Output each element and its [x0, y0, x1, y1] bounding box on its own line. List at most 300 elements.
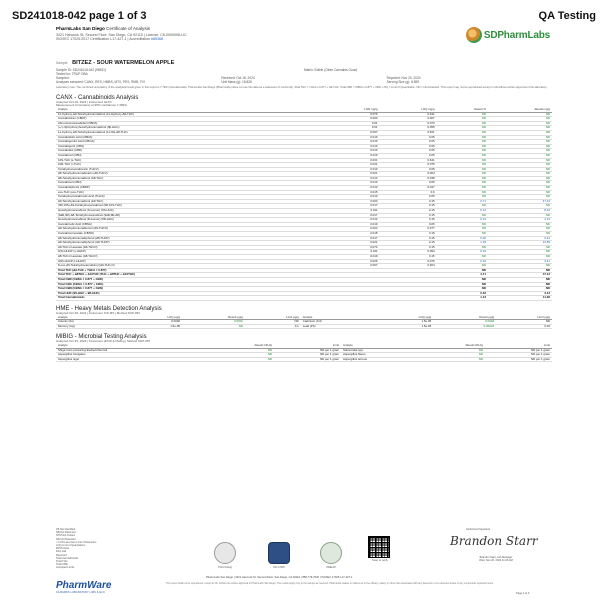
cell-value: 0.05 — [379, 167, 436, 172]
cell-value: 0.015 — [323, 190, 380, 195]
column-header: LOQ mg/g — [379, 108, 436, 112]
total-row — [56, 296, 552, 301]
analyte-name: Δ8-THC-O-acetate (Δ8-THCO) — [56, 254, 323, 259]
cell-value: ND — [437, 204, 488, 209]
signer-date: Wed, Nov 20, 2024 11:26 AM — [479, 559, 513, 563]
total-label: Total HHC (9S-HHC + 9R-HHC) — [56, 291, 323, 296]
cell-value: ND — [437, 245, 488, 250]
total-value — [323, 296, 380, 301]
cell-value: ND — [488, 153, 552, 158]
analyte-name: Aspergillus niger — [56, 357, 212, 362]
cell-value: ND — [488, 126, 552, 131]
cell-value: 0.15 — [379, 232, 436, 237]
cell-value: ND — [488, 167, 552, 172]
cell-value: 0.003 — [323, 117, 380, 122]
cell-value: 0.12 — [437, 209, 488, 214]
cell-value: 3.41 — [488, 259, 552, 264]
cell-value: ND — [437, 254, 488, 259]
cell-value: ND — [437, 264, 488, 269]
cell-value: 1.39 — [437, 241, 488, 246]
cell-value: ND — [437, 126, 488, 131]
cell-value: ND — [488, 190, 552, 195]
accreditation-link[interactable]: #85368 — [151, 37, 164, 42]
pharmware-logo — [56, 580, 116, 598]
total-value: ND — [488, 268, 552, 273]
cell-value: 0.02 — [496, 324, 552, 329]
total-value: 47.13 — [488, 273, 552, 278]
analyte-name: Δ8-Tetrahydrocannabinol (Δ8-THC) — [56, 176, 323, 181]
serving-size: Serving Size (g): 8.895 — [386, 80, 420, 85]
lab-note: Laboratory note: The combined uncertainty of the analytical result given in this report is 7.79% (Cannabinoids). PharmLabs San Diego (PharmLabs) does not use this data as a statement of conformity. Total THC = THCA x 0.877 + Δ9-THC. Total CBD = CBDA x 0.877 + CBD. LOQ = Limit of Quantitation. ND = Not Detected. This report may not be reproduced except in full without written approval of the laboratory. — [56, 86, 548, 90]
column-header: Limit µg/g — [496, 316, 552, 320]
microbial-table — [56, 344, 552, 362]
cell-value: 0.15 — [379, 209, 436, 214]
cell-value: 0.024 — [323, 227, 380, 232]
canx-method: Measurement Uncertainty at 95% confidence 7.369% — [56, 103, 127, 108]
cell-value: ND — [488, 250, 552, 255]
cell-value: 0.05 — [379, 153, 436, 158]
cell-value: 0.15 — [379, 213, 436, 218]
cell-value: ND — [488, 213, 552, 218]
analyte-name: Aspergillus flavus — [341, 353, 423, 358]
analyte-name: Δ9-Tetrahydrocannabiorcol (Δ9-THCO) — [56, 227, 323, 232]
cell-value: 0.21 — [437, 218, 488, 223]
analyte-name: Cannabinol (CBN) — [56, 181, 323, 186]
cell-value: ND — [212, 357, 274, 362]
cell-value: 0.00022 — [433, 324, 496, 329]
analyte-name: Cannabicitran (CBDT) — [56, 117, 323, 122]
cell-value: 0.05 — [379, 222, 436, 227]
cell-value: 0.05 — [379, 144, 436, 149]
top-bar — [12, 8, 596, 24]
cell-value: 0.15 — [379, 218, 436, 223]
mibig-title: MIBIG - Microbial Testing Analysis — [56, 334, 147, 341]
cell-value: 0.05 — [379, 195, 436, 200]
cell-value: ND — [437, 176, 488, 181]
cell-value: 0.012 — [323, 218, 380, 223]
analyte-name: Δ9-THC-O-acetate (Δ9-THCO) — [56, 245, 323, 250]
cell-value: 0.6 — [379, 190, 436, 195]
cell-value: ND — [488, 195, 552, 200]
cell-value: ND — [423, 357, 485, 362]
legend-item: Reported — [56, 553, 67, 557]
analyte-name: exo-THC (exo-THC) — [56, 190, 323, 195]
cell-value: 0.075 — [323, 112, 380, 117]
cell-value: ND — [488, 163, 552, 168]
column-header: Result CFU/g — [212, 344, 274, 348]
total-value: ND — [437, 282, 488, 287]
cell-value: ND — [488, 112, 552, 117]
cell-value: ND — [488, 227, 552, 232]
legend-item: Total CBD — [56, 563, 68, 567]
cell-value: 0.073 — [379, 121, 436, 126]
cell-value: 0.15 — [379, 204, 436, 209]
column-header: Analyte — [56, 344, 212, 348]
cell-value: 0.064 — [379, 172, 436, 177]
analyte-name: Abnormal-Cannabidiol (CBDA) — [56, 121, 323, 126]
cell-value: 0.010 — [323, 144, 380, 149]
column-header: LOD mg/g — [323, 108, 380, 112]
footer-address: PharmLabs San Diego | 3421 Hancock St, Second Floor, San Diego, CA 92110 | 858-779-7020 | ISO/IEC 17025 L17-427-1 — [206, 576, 353, 579]
pharmware-tagline: CANNABIS LABORATORY LIMS & ELN — [56, 591, 105, 594]
total-label: Total Cannabinoids — [56, 296, 323, 301]
column-header: Analyte — [56, 108, 323, 112]
analyte-name: 9(R)-HHCP (r-HHCP) — [56, 259, 323, 264]
column-header: LOQ µg/g — [377, 316, 433, 320]
cell-value: ND — [488, 204, 552, 209]
canx-analyzed: Analyzed Oct 29, 2024 | Instrument HLPC — [56, 99, 112, 104]
cell-value: ND — [488, 176, 552, 181]
cell-value: ND per 1 gram — [485, 348, 552, 353]
legend-item: Total THC — [56, 560, 68, 564]
total-value: 0.33 — [437, 291, 488, 296]
cell-value: 0.05 — [379, 181, 436, 186]
total-label: Total THC (Δ9-THC + THCA × 0.877) — [56, 268, 323, 273]
analyte-name: Cannabigerolic Acid (CBGA) — [56, 140, 323, 145]
cell-value: 0.067 — [323, 264, 380, 269]
column-header: Analyte — [56, 316, 126, 320]
pjla-seal-icon — [214, 542, 236, 564]
cell-value: 0.010 — [323, 222, 380, 227]
column-header: Result µg/g — [433, 316, 496, 320]
globe-icon — [466, 27, 482, 43]
analyte-name: Δ8-Tetrahydrocannabivarin (Δ8-THCV) — [56, 172, 323, 177]
total-label: Total CBD (CBDA × 0.877 + CBD) — [56, 277, 323, 282]
cell-value: 0.015 — [323, 232, 380, 237]
cell-value: ND — [437, 158, 488, 163]
cell-value: ND — [437, 121, 488, 126]
canx-title: CANX - Cannabinoids Analysis — [56, 94, 139, 101]
cell-value: 0.05 — [379, 149, 436, 154]
sample-title — [56, 60, 552, 66]
column-header: Analyte — [341, 344, 423, 348]
cell-value: 0.094 — [379, 250, 436, 255]
cell-value: ND per 1 gram — [274, 348, 341, 353]
page-number: Page 1 of 3 — [516, 592, 530, 595]
iso-seal-icon — [268, 542, 290, 564]
legend-item: Total Cannabinoids — [56, 556, 79, 560]
total-value: ND — [437, 287, 488, 292]
cannabinoid-table — [56, 108, 552, 301]
cell-value: 0.011 — [323, 209, 380, 214]
cert-caption-iso: ISO 17025 — [273, 566, 285, 569]
analyte-name: Cannabidiol (CBD) — [56, 149, 323, 154]
analyte-name: Mercury (Hg) — [56, 324, 126, 329]
cell-value: ND — [488, 144, 552, 149]
analyte-name: Cannabigerol (CBG) — [56, 144, 323, 149]
cell-value: ND — [437, 149, 488, 154]
column-header: Limit — [485, 344, 552, 348]
lab-address-line: 3421 Hancock St, Second Floor, San Diego, CA 92110 | License: C8-0000098-LIC — [56, 33, 187, 37]
analyte-name: (9aR,9R)-Δ8-Tetrahydrocannabinol (9aR,9R-Δ8) — [56, 213, 323, 218]
total-value: 3.13 — [488, 291, 552, 296]
cell-value: ND — [437, 117, 488, 122]
analyte-name: Lead (Pb) — [301, 324, 378, 329]
cell-value: ND — [212, 348, 274, 353]
cell-value: ND — [212, 353, 274, 358]
cell-value: 47.13 — [488, 199, 552, 204]
cell-value: ND — [437, 144, 488, 149]
cell-value: 8.19 — [488, 209, 552, 214]
cell-value: 0.003 — [323, 199, 380, 204]
cell-value: 0.021 — [323, 241, 380, 246]
cell-value: ND — [488, 121, 552, 126]
signer-info — [456, 556, 536, 562]
cell-value: 0.055 — [379, 126, 436, 131]
doc-type: Certificate of Analysis — [106, 26, 150, 31]
column-header: Limit µg/g — [245, 316, 301, 320]
analyses: Analyses executed: CANX, RES, HMBS, MTX, PES, RMB, FVI — [56, 80, 145, 85]
column-header: Result µg/g — [182, 316, 245, 320]
cell-value: 0.010 — [323, 135, 380, 140]
analyte-name: 11-hydroxy-Δ9-Tetrahydrocannabinol (11-Hydroxy-Δ9-THC) — [56, 112, 323, 117]
pharmware-brand: PharmWare — [56, 580, 112, 591]
cell-value: 0.012 — [323, 176, 380, 181]
hme-analyzed: Analyzed Oct 30, 2024 | Instrument ICP-MS | Method SOP-053 — [56, 310, 140, 315]
analyte-name: Cannabinol (CBN) — [56, 153, 323, 158]
table-row — [56, 324, 552, 329]
footer-disclaimer: This report shall not be reproduced, except in full, without the written approval of PharmLabs San Diego. The results apply only to the sample as received. PharmLabs makes no claims as to the efficacy, safety or other risks associated with any detected or non-detected levels of any compounds reported herein. — [166, 582, 494, 585]
cell-value: ND — [488, 186, 552, 191]
qr-caption: Scan to verify — [372, 559, 388, 562]
cell-value: 0.21 — [488, 236, 552, 241]
cell-value: 0.01 — [323, 126, 380, 131]
analyte-name: Tetrahydrocannabinolic Acid (THCA) — [56, 195, 323, 200]
cell-value: ND — [488, 135, 552, 140]
sample-meta — [56, 68, 552, 84]
analyte-name: Cannabidiphorol (CBDP) — [56, 186, 323, 191]
cell-value: 0.011 — [323, 250, 380, 255]
cell-value: 0.013 — [323, 186, 380, 191]
cell-value: 0.15 — [379, 254, 436, 259]
cert-caption-orelap: ORELAP — [326, 566, 336, 569]
cell-value: ND — [437, 163, 488, 168]
cell-value: 2.13 — [488, 218, 552, 223]
legend-item: FAIL Fail — [56, 550, 67, 554]
total-label: Total CBG (CBGA × 0.877 + CBG) — [56, 282, 323, 287]
analyte-name: 8-oxo-Δ9-Tetrahydrocannabinol (Δ9-THC-O) — [56, 264, 323, 269]
cell-value: ND — [245, 320, 301, 325]
heavy-metals-table — [56, 316, 552, 330]
total-value: 1.13 — [437, 296, 488, 301]
analyte-name: Cannabinol acetate (CBNO) — [56, 232, 323, 237]
analyte-name: Hexahydrocannabinol (S-isomer) (9S-HHC) — [56, 209, 323, 214]
analyte-name: Cadmium (Cd) — [301, 320, 378, 325]
total-value — [379, 296, 436, 301]
cell-value: ND per 1 gram — [485, 353, 552, 358]
column-header: LOQ µg/g — [126, 316, 182, 320]
cell-value: ND — [437, 195, 488, 200]
cell-value: ND — [488, 117, 552, 122]
legend-item: LOQ Limit of Quantitation — [56, 544, 86, 548]
cell-value: 0.71 — [437, 199, 488, 204]
cell-value: 0.077 — [379, 227, 436, 232]
cell-value: ND — [488, 158, 552, 163]
analyte-name: Δ8-Tetrahydrocannabiphorol (Δ8-THCP) — [56, 236, 323, 241]
legend-item: Accepted Limits — [56, 566, 75, 570]
coa-sheet — [56, 26, 552, 600]
column-header: Analyte — [301, 316, 378, 320]
analyte-name: 10S-THC (s-THC) — [56, 158, 323, 163]
cell-value: 0.15 — [379, 241, 436, 246]
cell-value: ND — [496, 320, 552, 325]
legend-item: ND Not Detected — [56, 537, 76, 541]
lab-logo — [466, 27, 550, 43]
cell-value: ND — [437, 190, 488, 195]
hme-title: HME - Heavy Metals Detection Analysis — [56, 305, 162, 312]
cell-value: ND — [437, 227, 488, 232]
cell-value: ND — [437, 213, 488, 218]
total-value: ND — [488, 282, 552, 287]
cell-value: ND — [488, 232, 552, 237]
received: Received: Oct 18, 2024 — [221, 76, 255, 81]
analyte-name: Δ9-Tetrahydrocannabinol (Δ9-THC) — [56, 199, 323, 204]
unit-mass: Unit Mass (g): 18.828 — [221, 80, 252, 85]
cell-value: 0.076 — [379, 259, 436, 264]
cell-value: 0.1 — [245, 324, 301, 329]
total-value: ND — [488, 287, 552, 292]
cell-value: ND — [437, 112, 488, 117]
cell-value: ND per 1 gram — [485, 357, 552, 362]
cell-value: ND — [488, 172, 552, 177]
cell-value: ND per 1 gram — [274, 353, 341, 358]
cell-value: 1.5e-05 — [377, 324, 433, 329]
total-value: ND — [437, 277, 488, 282]
analyte-name: Aspergillus fumigatus — [56, 353, 212, 358]
cell-value: 0.021 — [323, 172, 380, 177]
reported: Reported: Nov 20, 2024 — [386, 76, 421, 81]
cell-value: 0.001 — [323, 158, 380, 163]
cell-value: 0.075 — [379, 163, 436, 168]
sample-name: BITZEZ - SOUR WATERMELON APPLE — [72, 60, 175, 66]
tested-for: Tested for: TRUP DBA — [56, 72, 88, 77]
column-header: Result CFU/g — [423, 344, 485, 348]
cell-value: 0.15 — [379, 236, 436, 241]
cell-value: ND — [437, 172, 488, 177]
total-value: 4.71 — [437, 273, 488, 278]
cell-value: ND — [488, 245, 552, 250]
cell-value: 0.010 — [323, 195, 380, 200]
cell-value: 0.038 — [379, 176, 436, 181]
cell-value: 0.010 — [323, 167, 380, 172]
analyte-name: 11-hydroxy-Δ8-Tetrahydrocannabinol (11-OH-Δ8-THC) — [56, 130, 323, 135]
total-value: 11.36 — [488, 296, 552, 301]
cell-value: 1.5e-05 — [126, 324, 182, 329]
cell-value: ND — [182, 324, 245, 329]
cell-value: 0.017 — [323, 213, 380, 218]
legend-item: < LOD Less than Limit of Detection — [56, 540, 97, 544]
analyte-name: Arsenic (As) — [56, 320, 126, 325]
cell-value: 0.074 — [323, 245, 380, 250]
cell-value: ND — [488, 130, 552, 135]
cell-value: ND per 1 gram — [274, 357, 341, 362]
cell-value: ND — [437, 222, 488, 227]
abbreviation-legend — [56, 528, 96, 570]
analyte-name: Aspergillus terreus — [341, 357, 423, 362]
cell-value: ND — [437, 130, 488, 135]
cell-value: 0.067 — [323, 130, 380, 135]
cell-value: ND — [437, 167, 488, 172]
column-header: Result mg/g — [488, 108, 552, 112]
footer — [56, 528, 552, 600]
cell-value: 13.59 — [488, 241, 552, 246]
analyte-name: Salmonella spp. — [341, 348, 423, 353]
cell-value: 0.010 — [323, 153, 380, 158]
analyte-name: (+/-)-9β-hydroxyhexahydrocannabinol (9β-HHC) — [56, 126, 323, 131]
analyte-name: Cannabinolic Acid (CBNA) — [56, 222, 323, 227]
analyte-name: 10R-THC (r-THC) — [56, 163, 323, 168]
cell-value: ND — [423, 353, 485, 358]
cell-value: 0.0002 — [126, 320, 182, 325]
cell-value: 0.05 — [379, 135, 436, 140]
cell-value: 0.02 — [437, 236, 488, 241]
total-label: Total THC + Δ8THC + Δ10THC (THC + Δ8THC + Δ10THC) — [56, 273, 323, 278]
cell-value: 0.0001 — [182, 320, 245, 325]
cell-value: ND — [488, 149, 552, 154]
cell-value: 0.007 — [379, 117, 436, 122]
cell-value: ND — [437, 140, 488, 145]
cell-value: 0.34 — [437, 259, 488, 264]
cell-value: ND — [437, 153, 488, 158]
cell-value: 0.641 — [379, 158, 436, 163]
cell-value: ND — [488, 254, 552, 259]
cell-value: ND — [488, 181, 552, 186]
signer-name: Brandon Starr, Lab Manager — [479, 556, 513, 559]
cell-value: 0.047 — [379, 186, 436, 191]
orelap-seal-icon — [320, 542, 342, 564]
cell-value: 0.15 — [379, 245, 436, 250]
sample-matrix: Matrix: Edible (Other Cannabis Good) — [304, 68, 358, 72]
analyte-name: Shiga toxin producing Escherichia Coli — [56, 348, 212, 353]
cell-value: ND — [437, 232, 488, 237]
lab-brand: SDPharmLabs — [483, 29, 550, 41]
cell-value: ND — [437, 186, 488, 191]
cell-value: ND — [437, 181, 488, 186]
analyte-name: Cannabidiolic Acid (CBDA) — [56, 135, 323, 140]
total-value: ND — [437, 268, 488, 273]
cell-value: ND — [488, 222, 552, 227]
cell-value: 0.19 — [437, 250, 488, 255]
qr-code-icon[interactable] — [368, 536, 390, 558]
cert-caption-pjla: PJLA Testing — [218, 566, 232, 569]
legend-item: NB Not Detected — [56, 531, 76, 535]
cell-value: ND — [437, 135, 488, 140]
mibig-analyzed: Analyzed Oct 29, 2024 | Instrument qPCR & Plating | Method SOP-057 — [56, 339, 151, 344]
column-header: Limit — [274, 344, 341, 348]
analyte-name: Hexahydrocannabinol (R-isomer) (9R-HHC) — [56, 218, 323, 223]
lab-name: PharmLabs San Diego — [56, 26, 105, 31]
cell-value: 0.017 — [323, 236, 380, 241]
column-header: Result % — [437, 108, 488, 112]
legend-item: LB Not Identified — [56, 528, 76, 531]
cell-value: 0.05 — [379, 140, 436, 145]
cell-value: 0.010 — [323, 149, 380, 154]
cell-value: 0.017 — [323, 204, 380, 209]
analyte-name: (9R,10S)-Δ9-Tetrahydrocannabinol (9R,10S-THC) — [56, 204, 323, 209]
cell-value: ND — [488, 140, 552, 145]
analyte-name: 9(S)-HHCP (s-HHCP) — [56, 250, 323, 255]
accreditation-text: ISO/IEC 17025:2017 Certification L17-427-1 | Accreditation — [56, 37, 151, 42]
signature-label: Authorized Signature — [466, 528, 491, 531]
cell-value: ND — [423, 348, 485, 353]
legend-item: PASS Pass — [56, 547, 70, 551]
cell-value: 0.026 — [323, 259, 380, 264]
cell-value: 0.010 — [323, 140, 380, 145]
document-id: SD241018-042 page 1 of 3 — [12, 10, 147, 22]
cell-value: 0.01 — [323, 121, 380, 126]
sampled: Sampled: — [56, 76, 70, 81]
legend-item: NTM Not Tested — [56, 534, 75, 538]
